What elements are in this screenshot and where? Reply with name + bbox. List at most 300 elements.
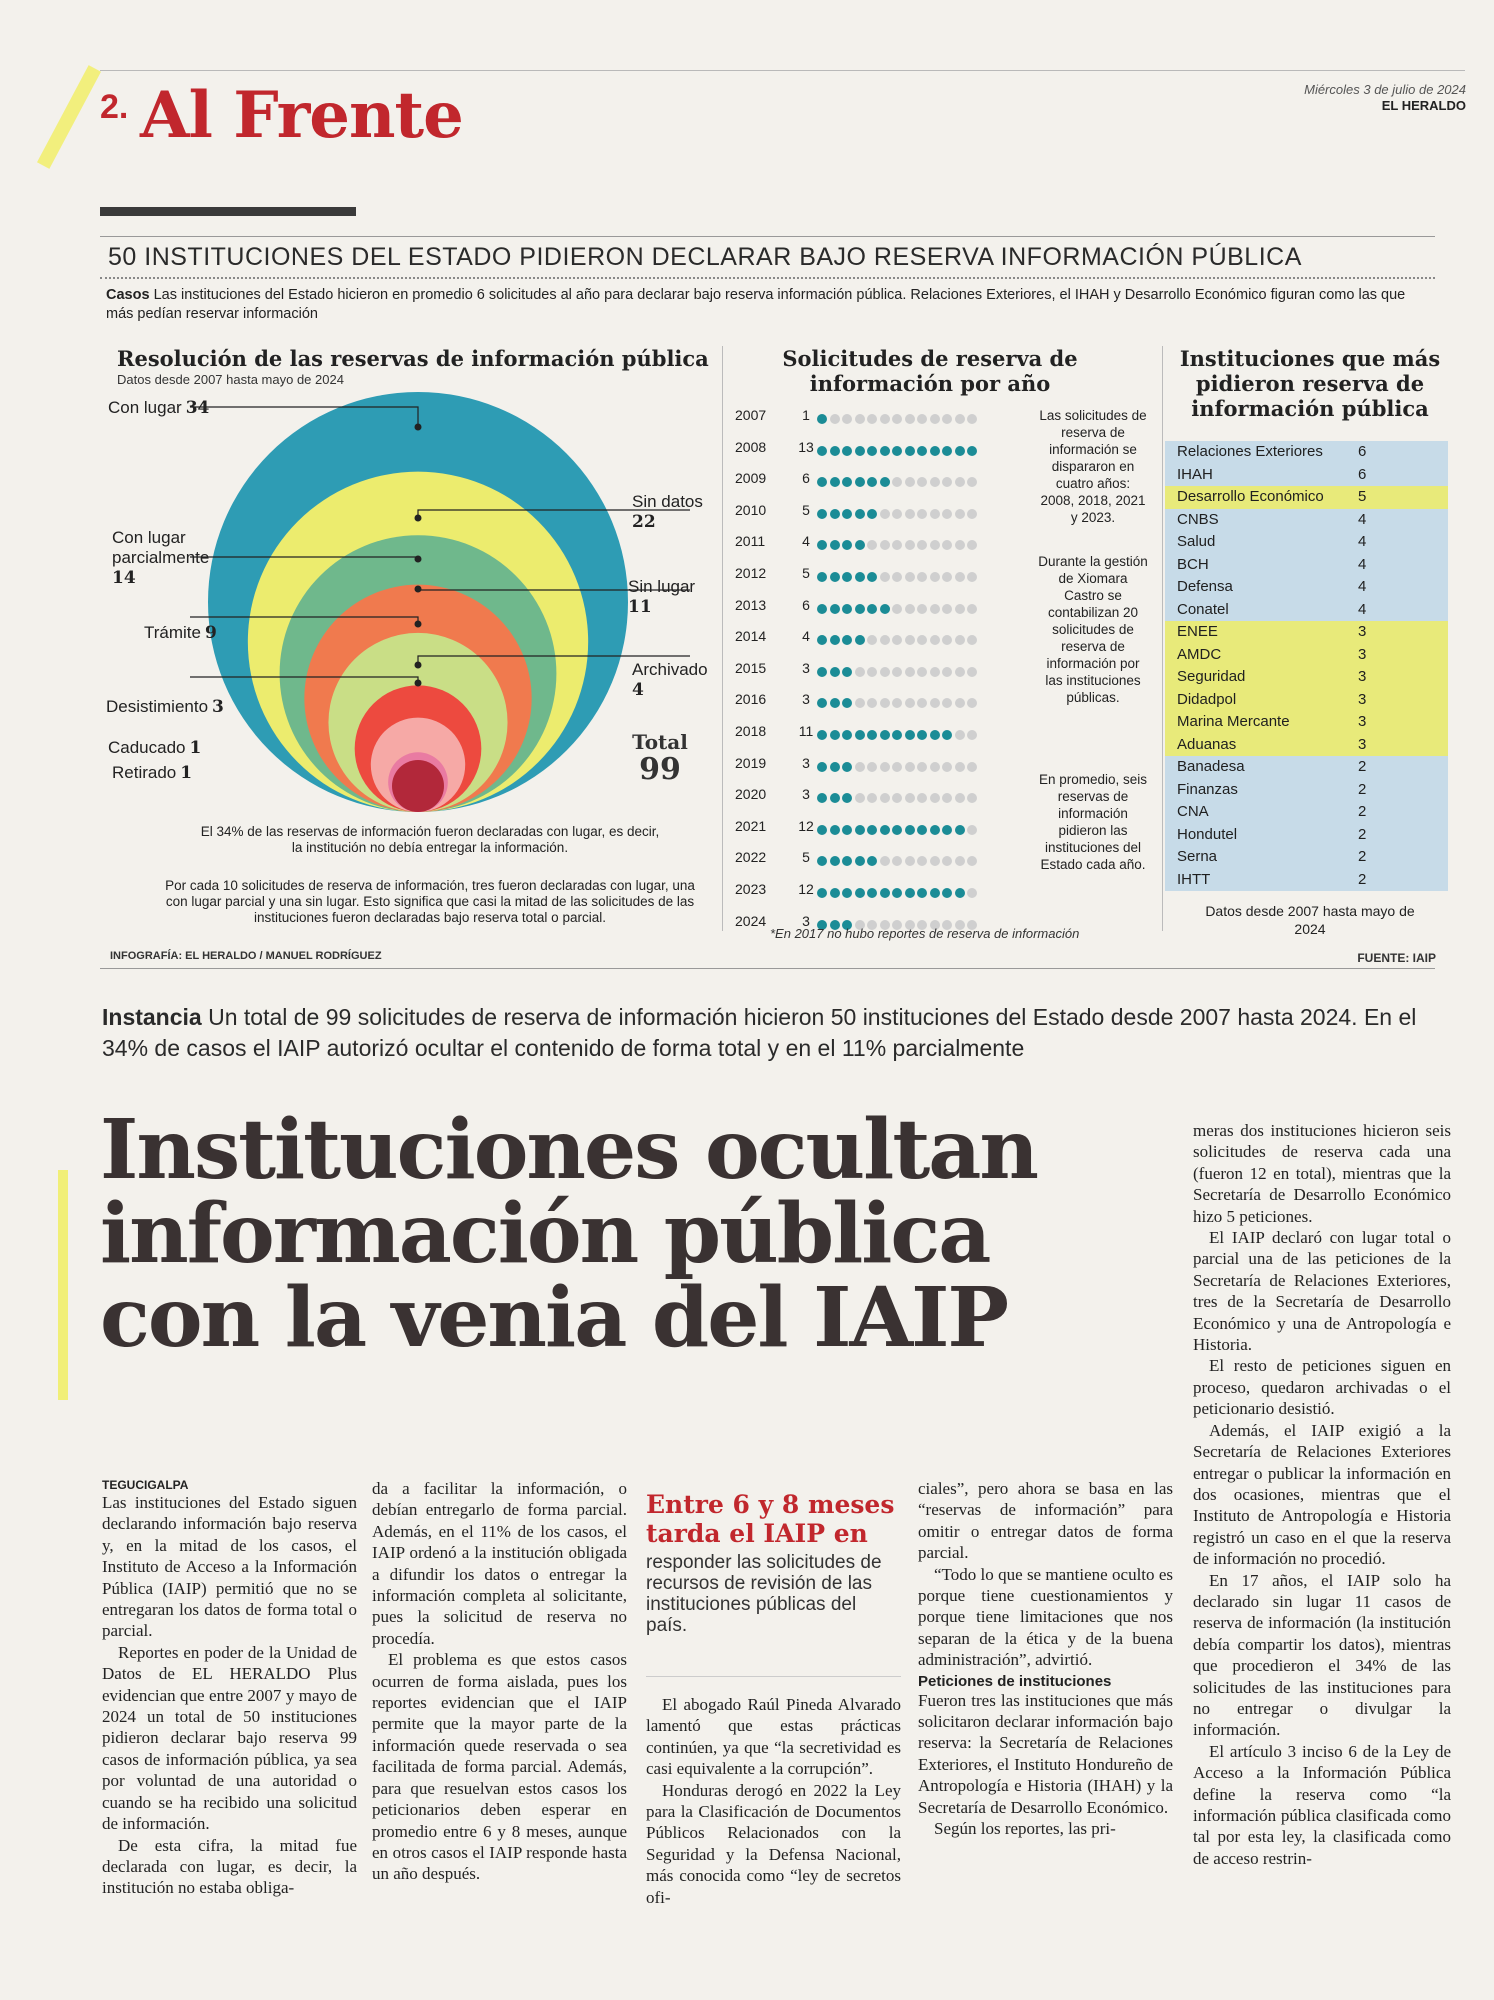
dot (830, 856, 840, 866)
year-row (735, 597, 1035, 627)
dot (905, 825, 915, 835)
article-paragraph: El abogado Raúl Pineda Alvarado lamentó que estas prácticas continúen, ya que “la secretividad es casi equivalente a la corrupción”. (646, 1695, 901, 1779)
resolution-label-value: 22 (632, 512, 656, 532)
column-divider (722, 346, 723, 931)
year-label: 2012 (735, 565, 767, 581)
dot (917, 446, 927, 456)
dot (930, 825, 940, 835)
dot (817, 540, 827, 550)
resolution-note: Por cada 10 solicitudes de reserva de información, tres fueron declaradas con lugar, una con lugar parcial y una sin lugar. Esto significa que casi la mitad de las solicitudes de las instituciones fueron declaradas bajo reserva total o parcial. (165, 878, 695, 925)
article-paragraph: Las instituciones del Estado siguen declarando información bajo reserva y, en la mitad de los casos, el Instituto de Acceso a la Información Pública (IAIP) permitió que no se entregaran los datos de forma total o parcial. (102, 1493, 357, 1641)
casos-text: Las instituciones del Estado hicieron en promedio 6 solicitudes al año para declarar bajo reserva información pública. Relaciones Exteriores, el IHAH y Desarrollo Económico figuran como las que más pedían reservar información (106, 287, 1406, 322)
dot (867, 635, 877, 645)
dot (967, 825, 977, 835)
resolution-label-value: 3 (212, 697, 224, 717)
year-label: 2021 (735, 817, 767, 834)
dot (880, 446, 890, 456)
article-paragraph: meras dos instituciones hicieron seis solicitudes de reserva cada una (fueron 12 en total), mientras que la Secretaría de Desarrollo Económico hizo 5 peticiones. (1193, 1121, 1451, 1226)
dot (905, 414, 915, 424)
resolution-label (632, 660, 708, 700)
page-number: 2. (100, 88, 129, 126)
dot (842, 477, 852, 487)
year-count: 3 (802, 786, 810, 803)
dot (905, 446, 915, 456)
dot (917, 540, 927, 550)
resolution-label (632, 492, 703, 532)
dot (817, 667, 827, 677)
dot (917, 762, 927, 772)
headline: Instituciones ocultan información pública con la venia del IAIP (100, 1102, 1037, 1366)
dot (880, 635, 890, 645)
year-row (735, 849, 1035, 879)
dot (905, 698, 915, 708)
year-row (735, 502, 1035, 532)
institution-count: 2 (1358, 780, 1367, 798)
dot (830, 793, 840, 803)
top-rule (100, 70, 1465, 71)
yearly-footnote: *En 2017 no hubo reportes de reserva de información (770, 926, 1080, 941)
year-label: 2018 (735, 723, 767, 739)
dot (942, 667, 952, 677)
dot (905, 572, 915, 582)
resolution-label-name: Archivado (632, 660, 708, 679)
dot (917, 509, 927, 519)
dot (842, 888, 852, 898)
institution-row (1165, 464, 1448, 487)
dot (817, 698, 827, 708)
dot (842, 825, 852, 835)
dot (867, 825, 877, 835)
institution-count: 2 (1358, 803, 1367, 820)
article-paragraph: Además, el IAIP exigió a la Secretaría de Relaciones Exteriores entregar o publicar la información en dos ocasiones, mientras que el Instituto de Antropología e Historia registró un caso en el que la reserva de información no procedió. (1193, 1420, 1451, 1569)
dot (830, 730, 840, 740)
dot (967, 667, 977, 677)
institution-row (1165, 846, 1448, 869)
dot (955, 572, 965, 582)
dot (892, 509, 902, 519)
dot (930, 572, 940, 582)
year-count: 4 (802, 533, 810, 550)
dot (880, 793, 890, 803)
year-count: 5 (802, 565, 810, 581)
dot (842, 446, 852, 456)
institution-row (1165, 801, 1448, 824)
dot (955, 477, 965, 487)
dot (930, 414, 940, 424)
dot (942, 635, 952, 645)
dot (955, 446, 965, 456)
dot (955, 825, 965, 835)
resolution-label-name: Trámite (144, 623, 201, 642)
dot (880, 762, 890, 772)
resolution-label (144, 623, 217, 643)
dot (830, 825, 840, 835)
dot (892, 856, 902, 866)
dot (930, 635, 940, 645)
institution-name: Marina Mercante (1177, 713, 1290, 730)
dot (942, 446, 952, 456)
year-count: 13 (798, 438, 814, 455)
dot (905, 730, 915, 740)
dot (930, 762, 940, 772)
dot (967, 414, 977, 424)
dot (867, 856, 877, 866)
article-paragraph: El resto de peticiones siguen en proceso, quedaron archivadas o el peticionario desistió. (1193, 1356, 1451, 1419)
dot (880, 667, 890, 677)
leader-dot (415, 556, 422, 563)
article-column (1193, 1120, 1451, 1869)
dot (855, 667, 865, 677)
infographic-banner: 50 INSTITUCIONES DEL ESTADO PIDIERON DECLARAR BAJO RESERVA INFORMACIÓN PÚBLICA (108, 243, 1302, 271)
dot (942, 888, 952, 898)
dot (955, 856, 965, 866)
year-label: 2015 (735, 659, 767, 676)
institution-row (1165, 486, 1448, 509)
institution-count: 6 (1358, 443, 1367, 460)
dot (955, 762, 965, 772)
dot (917, 888, 927, 898)
year-dots (817, 506, 980, 522)
dot (967, 540, 977, 550)
institution-name: Desarrollo Económico (1177, 488, 1324, 505)
resolution-label (108, 738, 201, 758)
total-label: Total (632, 730, 688, 754)
resolution-label-name: Con lugar parcialmente (112, 528, 210, 567)
year-label: 2023 (735, 881, 767, 897)
dot (942, 762, 952, 772)
dot (967, 793, 977, 803)
year-dots (817, 664, 980, 680)
institution-name: Banadesa (1177, 758, 1245, 775)
dot (830, 477, 840, 487)
institution-count: 4 (1358, 600, 1367, 618)
dot (817, 888, 827, 898)
institution-count: 2 (1358, 758, 1367, 775)
dot (967, 635, 977, 645)
dot (842, 667, 852, 677)
article-paragraph: ciales”, pero ahora se basa en las “reservas de información” para omitir o entregar datos de forma parcial. (918, 1479, 1173, 1563)
resolution-label-name: Con lugar (108, 398, 182, 417)
resolution-label (108, 398, 209, 418)
institution-name: IHTT (1177, 870, 1211, 888)
dot (817, 604, 827, 614)
dot (867, 730, 877, 740)
circle-retirado (392, 760, 444, 812)
dot (817, 762, 827, 772)
resolution-label (112, 528, 232, 588)
year-row (735, 533, 1035, 563)
dot (892, 730, 902, 740)
year-dots (817, 790, 980, 806)
dot (855, 540, 865, 550)
dot (855, 635, 865, 645)
dot (892, 477, 902, 487)
year-dots (817, 759, 980, 775)
institution-count: 4 (1358, 578, 1367, 595)
dot (917, 698, 927, 708)
year-label: 2014 (735, 628, 767, 645)
dot (855, 698, 865, 708)
year-row (735, 881, 1035, 911)
year-count: 12 (798, 817, 814, 834)
dot (892, 762, 902, 772)
dot (880, 856, 890, 866)
dot (917, 604, 927, 614)
total-value: 99 (639, 752, 681, 787)
dot (942, 856, 952, 866)
dot (942, 509, 952, 519)
institution-name: AMDC (1177, 645, 1222, 663)
dot (855, 477, 865, 487)
dot (880, 604, 890, 614)
dot (942, 698, 952, 708)
year-row (735, 691, 1035, 721)
article-paragraph: En 17 años, el IAIP solo ha declarado sin lugar 11 casos de reserva de información (la institución debía compartir los datos), mientras que procedieron el 34% de las solicitudes de las instituciones para no entregar o divulgar la información. (1193, 1570, 1451, 1740)
dot (930, 730, 940, 740)
year-row (735, 818, 1035, 848)
year-label: 2019 (735, 754, 767, 771)
year-row (735, 407, 1035, 437)
institution-row (1165, 576, 1448, 599)
year-dots (817, 632, 980, 648)
dot (855, 888, 865, 898)
institution-row (1165, 644, 1448, 667)
pullquote-rule (646, 1676, 901, 1677)
resolution-label-value: 1 (189, 738, 202, 758)
dot (842, 635, 852, 645)
institution-row (1165, 734, 1448, 757)
dot (955, 604, 965, 614)
dot (842, 414, 852, 424)
dot (905, 604, 915, 614)
leader-dot (415, 621, 422, 628)
dot (967, 604, 977, 614)
dot (930, 540, 940, 550)
dot (867, 572, 877, 582)
dot (855, 730, 865, 740)
dot (842, 730, 852, 740)
dot (917, 477, 927, 487)
institution-row (1165, 824, 1448, 847)
institution-row (1165, 554, 1448, 577)
institution-count: 2 (1358, 870, 1367, 888)
institution-count: 4 (1358, 533, 1367, 550)
leader-dot (415, 680, 422, 687)
institution-row (1165, 711, 1448, 734)
dot (880, 698, 890, 708)
institution-row (1165, 869, 1448, 892)
infographic-source: FUENTE: IAIP (1357, 951, 1436, 965)
dot (855, 604, 865, 614)
dot (867, 604, 877, 614)
dot (867, 793, 877, 803)
year-count: 11 (798, 723, 814, 739)
institution-row (1165, 621, 1448, 644)
institution-count: 2 (1358, 848, 1367, 865)
dot (842, 509, 852, 519)
dot (830, 698, 840, 708)
institution-count: 4 (1358, 510, 1367, 528)
institution-row (1165, 689, 1448, 712)
dot (930, 698, 940, 708)
year-row (735, 660, 1035, 690)
institution-row (1165, 509, 1448, 532)
dot (905, 635, 915, 645)
institution-name: Conatel (1177, 600, 1229, 618)
year-count: 3 (802, 659, 810, 676)
dot (817, 509, 827, 519)
dot (842, 540, 852, 550)
dot (817, 635, 827, 645)
year-dots (817, 885, 980, 901)
article-column (646, 1694, 901, 1908)
casos-summary (106, 286, 1426, 324)
dot (905, 856, 915, 866)
dot (967, 446, 977, 456)
dot (842, 762, 852, 772)
institution-name: Aduanas (1177, 735, 1237, 753)
dot (892, 667, 902, 677)
resolution-label-value: 34 (185, 398, 210, 418)
year-label: 2013 (735, 596, 767, 613)
institution-name: CNA (1177, 803, 1209, 820)
dot (955, 667, 965, 677)
highlighter-mark (37, 65, 101, 169)
dot (942, 414, 952, 424)
article-paragraph: De esta cifra, la mitad fue declarada con lugar, es decir, la institución no estaba obliga- (102, 1835, 357, 1898)
year-row (735, 723, 1035, 753)
institution-count: 6 (1358, 465, 1367, 483)
article-paragraph: “Todo lo que se mantiene oculto es porque tiene cuestionamientos y porque tiene limitaciones que nos separan de la ética y de la buena administración”, advirtió. (918, 1564, 1173, 1670)
dot (942, 793, 952, 803)
dot (892, 635, 902, 645)
dot (942, 477, 952, 487)
dot (892, 414, 902, 424)
dot (930, 509, 940, 519)
institution-row (1165, 441, 1448, 464)
year-dots (817, 822, 980, 838)
resolution-label-name: Sin lugar (628, 577, 696, 596)
year-label: 2022 (735, 849, 767, 866)
dot (942, 825, 952, 835)
resolution-label-value: 14 (112, 568, 136, 588)
institution-row (1165, 531, 1448, 554)
leader-dot (415, 515, 422, 522)
year-dots (817, 443, 980, 459)
dot (830, 604, 840, 614)
year-label: 2016 (735, 691, 767, 708)
institution-name: Didadpol (1177, 690, 1237, 708)
dot (955, 509, 965, 519)
dot (830, 572, 840, 582)
dot (880, 730, 890, 740)
institution-count: 3 (1358, 713, 1367, 730)
dot (880, 572, 890, 582)
year-count: 1 (802, 407, 810, 423)
dot (842, 572, 852, 582)
dot (930, 888, 940, 898)
casos-label: Casos (106, 287, 150, 303)
dot (955, 414, 965, 424)
dot (892, 604, 902, 614)
year-row (735, 755, 1035, 785)
year-dots (817, 537, 980, 553)
institution-count: 3 (1358, 623, 1367, 640)
dot (855, 856, 865, 866)
paper-name: EL HERALDO (1381, 98, 1466, 113)
resolution-label-value: 1 (180, 763, 193, 783)
institution-name: ENEE (1177, 623, 1218, 640)
lead-label: Instancia (102, 1004, 202, 1030)
dot (867, 414, 877, 424)
article-paragraph: da a facilitar la información, o debían entregarlo de forma parcial. Además, en el 11% de los casos, el IAIP ordenó a la institución obligada a difundir los datos o entregar la información completa al solicitante, pues la solicitud de reserva no procedía. (372, 1479, 627, 1648)
dot (905, 667, 915, 677)
dot (917, 635, 927, 645)
dot (930, 667, 940, 677)
dot (967, 572, 977, 582)
infographic-credit: INFOGRAFÍA: EL HERALDO / MANUEL RODRÍGUEZ (110, 950, 382, 962)
resolution-chart-title: Resolución de las reservas de información pública (117, 346, 709, 371)
dot (830, 509, 840, 519)
article-paragraph: El problema es que estos casos ocurren de forma aislada, pues los reportes evidencian que el IAIP permite que la mayor parte de la información quede reservada o sea facilitada de forma parcial. Además, para que resuelvan estos casos los peticionarios deben esperar en promedio entre 6 y 8 meses, aunque en otros casos el IAIP responde hasta un año después. (372, 1650, 627, 1884)
dot (905, 540, 915, 550)
institution-name: BCH (1177, 555, 1209, 573)
dot (917, 667, 927, 677)
resolution-label-name: Desistimiento (106, 697, 209, 716)
dot (942, 730, 952, 740)
article-column (372, 1478, 627, 1885)
article-paragraph: Según los reportes, las pri- (934, 1819, 1116, 1839)
dot (842, 793, 852, 803)
resolution-label-name: Retirado (112, 763, 177, 782)
dot (842, 856, 852, 866)
dot (917, 856, 927, 866)
dot (955, 635, 965, 645)
dot (967, 888, 977, 898)
dot (817, 414, 827, 424)
institution-row (1165, 599, 1448, 622)
dot (892, 446, 902, 456)
year-label: 2010 (735, 501, 767, 518)
dot (967, 762, 977, 772)
institution-name: Defensa (1177, 578, 1233, 595)
infographic-rule (100, 277, 1435, 279)
dot (855, 509, 865, 519)
dot (855, 414, 865, 424)
dot (830, 762, 840, 772)
dot (905, 793, 915, 803)
dot (892, 540, 902, 550)
year-dots (817, 601, 980, 617)
dot (842, 604, 852, 614)
year-count: 3 (802, 912, 810, 929)
dot (892, 793, 902, 803)
dot (867, 667, 877, 677)
institution-name: Relaciones Exteriores (1177, 443, 1323, 460)
lead-text: Un total de 99 solicitudes de reserva de información hicieron 50 instituciones del Estado desde 2007 hasta 2024. En el 34% de casos el IAIP autorizó ocultar el contenido de forma total y en el 11% parcialmente (102, 1004, 1417, 1061)
dot (830, 635, 840, 645)
dot (867, 762, 877, 772)
institution-count: 3 (1358, 735, 1367, 753)
dot (867, 540, 877, 550)
highlighter-mark (58, 1170, 68, 1400)
dot (955, 888, 965, 898)
column-divider (1162, 346, 1163, 931)
institution-row (1165, 756, 1448, 779)
year-count: 3 (802, 691, 810, 708)
dot (830, 667, 840, 677)
dot (917, 572, 927, 582)
